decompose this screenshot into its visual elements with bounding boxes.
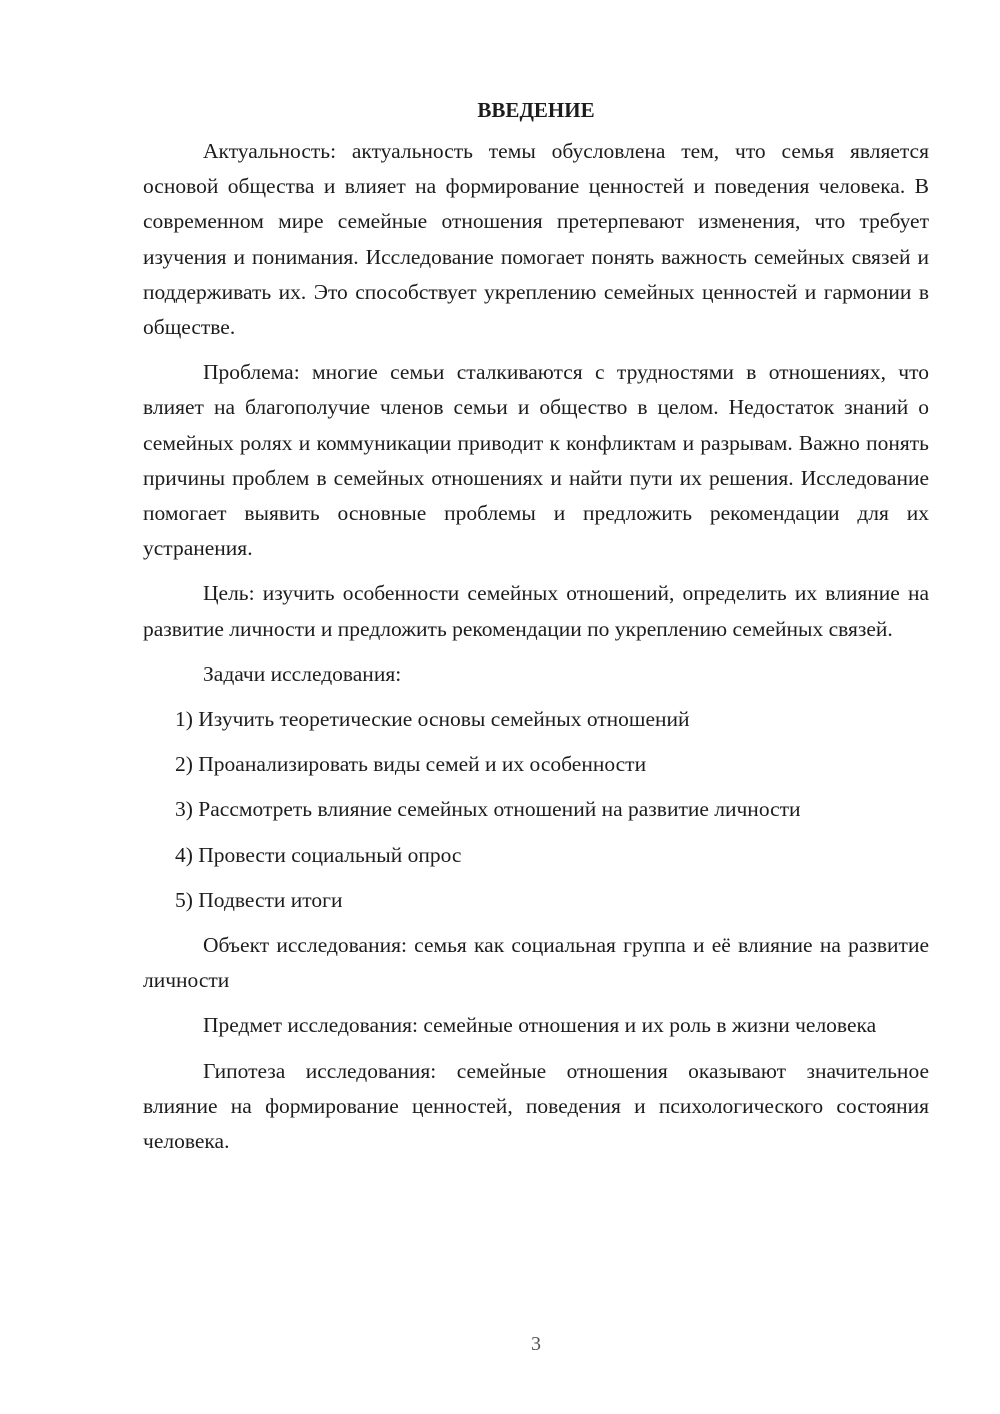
- hypothesis-paragraph: Гипотеза исследования: семейные отношения оказывают значительное влияние на формирование ценностей, поведения и психологического состояния человека.: [143, 1058, 929, 1154]
- task-item-1: 1) Изучить теоретические основы семейных отношений: [175, 707, 690, 732]
- problem-paragraph: Проблема: многие семьи сталкиваются с трудностями в отношениях, что влияет на благополучие членов семьи и общество в целом. Недостаток знаний о семейных ролях и коммуникации приводит к конфликтам и разрывам. Важно понять причины проблем в семейных отношениях и найти пути их решения. Исследование помогает выявить основные проблемы и предложить рекомендации для их устранения.: [143, 360, 929, 561]
- relevance-paragraph: Актуальность: актуальность темы обусловлена тем, что семья является основой общества и влияет на формирование ценностей и поведения человека. В современном мире семейные отношения претерпевают изменения, что требует изучения и понимания. Исследование помогает понять важность семейных связей и поддерживать их. Это способствует укреплению семейных ценностей и гармонии в обществе.: [143, 139, 929, 340]
- tasks-heading: Задачи исследования:: [203, 661, 402, 686]
- goal-paragraph: Цель: изучить особенности семейных отношений, определить их влияние на развитие личности и предложить рекомендации по укреплению семейных связей.: [143, 581, 929, 641]
- object-paragraph: Объект исследования: семья как социальная группа и её влияние на развитие личности: [143, 933, 929, 993]
- page-title: ВВЕДЕНИЕ: [477, 98, 595, 122]
- document-page: [143, 92, 929, 1169]
- task-item-3: 3) Рассмотреть влияние семейных отношений на развитие личности: [175, 797, 801, 822]
- page-number: 3: [531, 1333, 541, 1355]
- task-item-5: 5) Подвести итоги: [175, 887, 343, 912]
- tasks-list: [143, 702, 929, 918]
- task-item-2: 2) Проанализировать виды семей и их особенности: [175, 752, 647, 777]
- task-item-4: 4) Провести социальный опрос: [175, 842, 462, 867]
- subject-paragraph: Предмет исследования: семейные отношения и их роль в жизни человека: [203, 1013, 877, 1038]
